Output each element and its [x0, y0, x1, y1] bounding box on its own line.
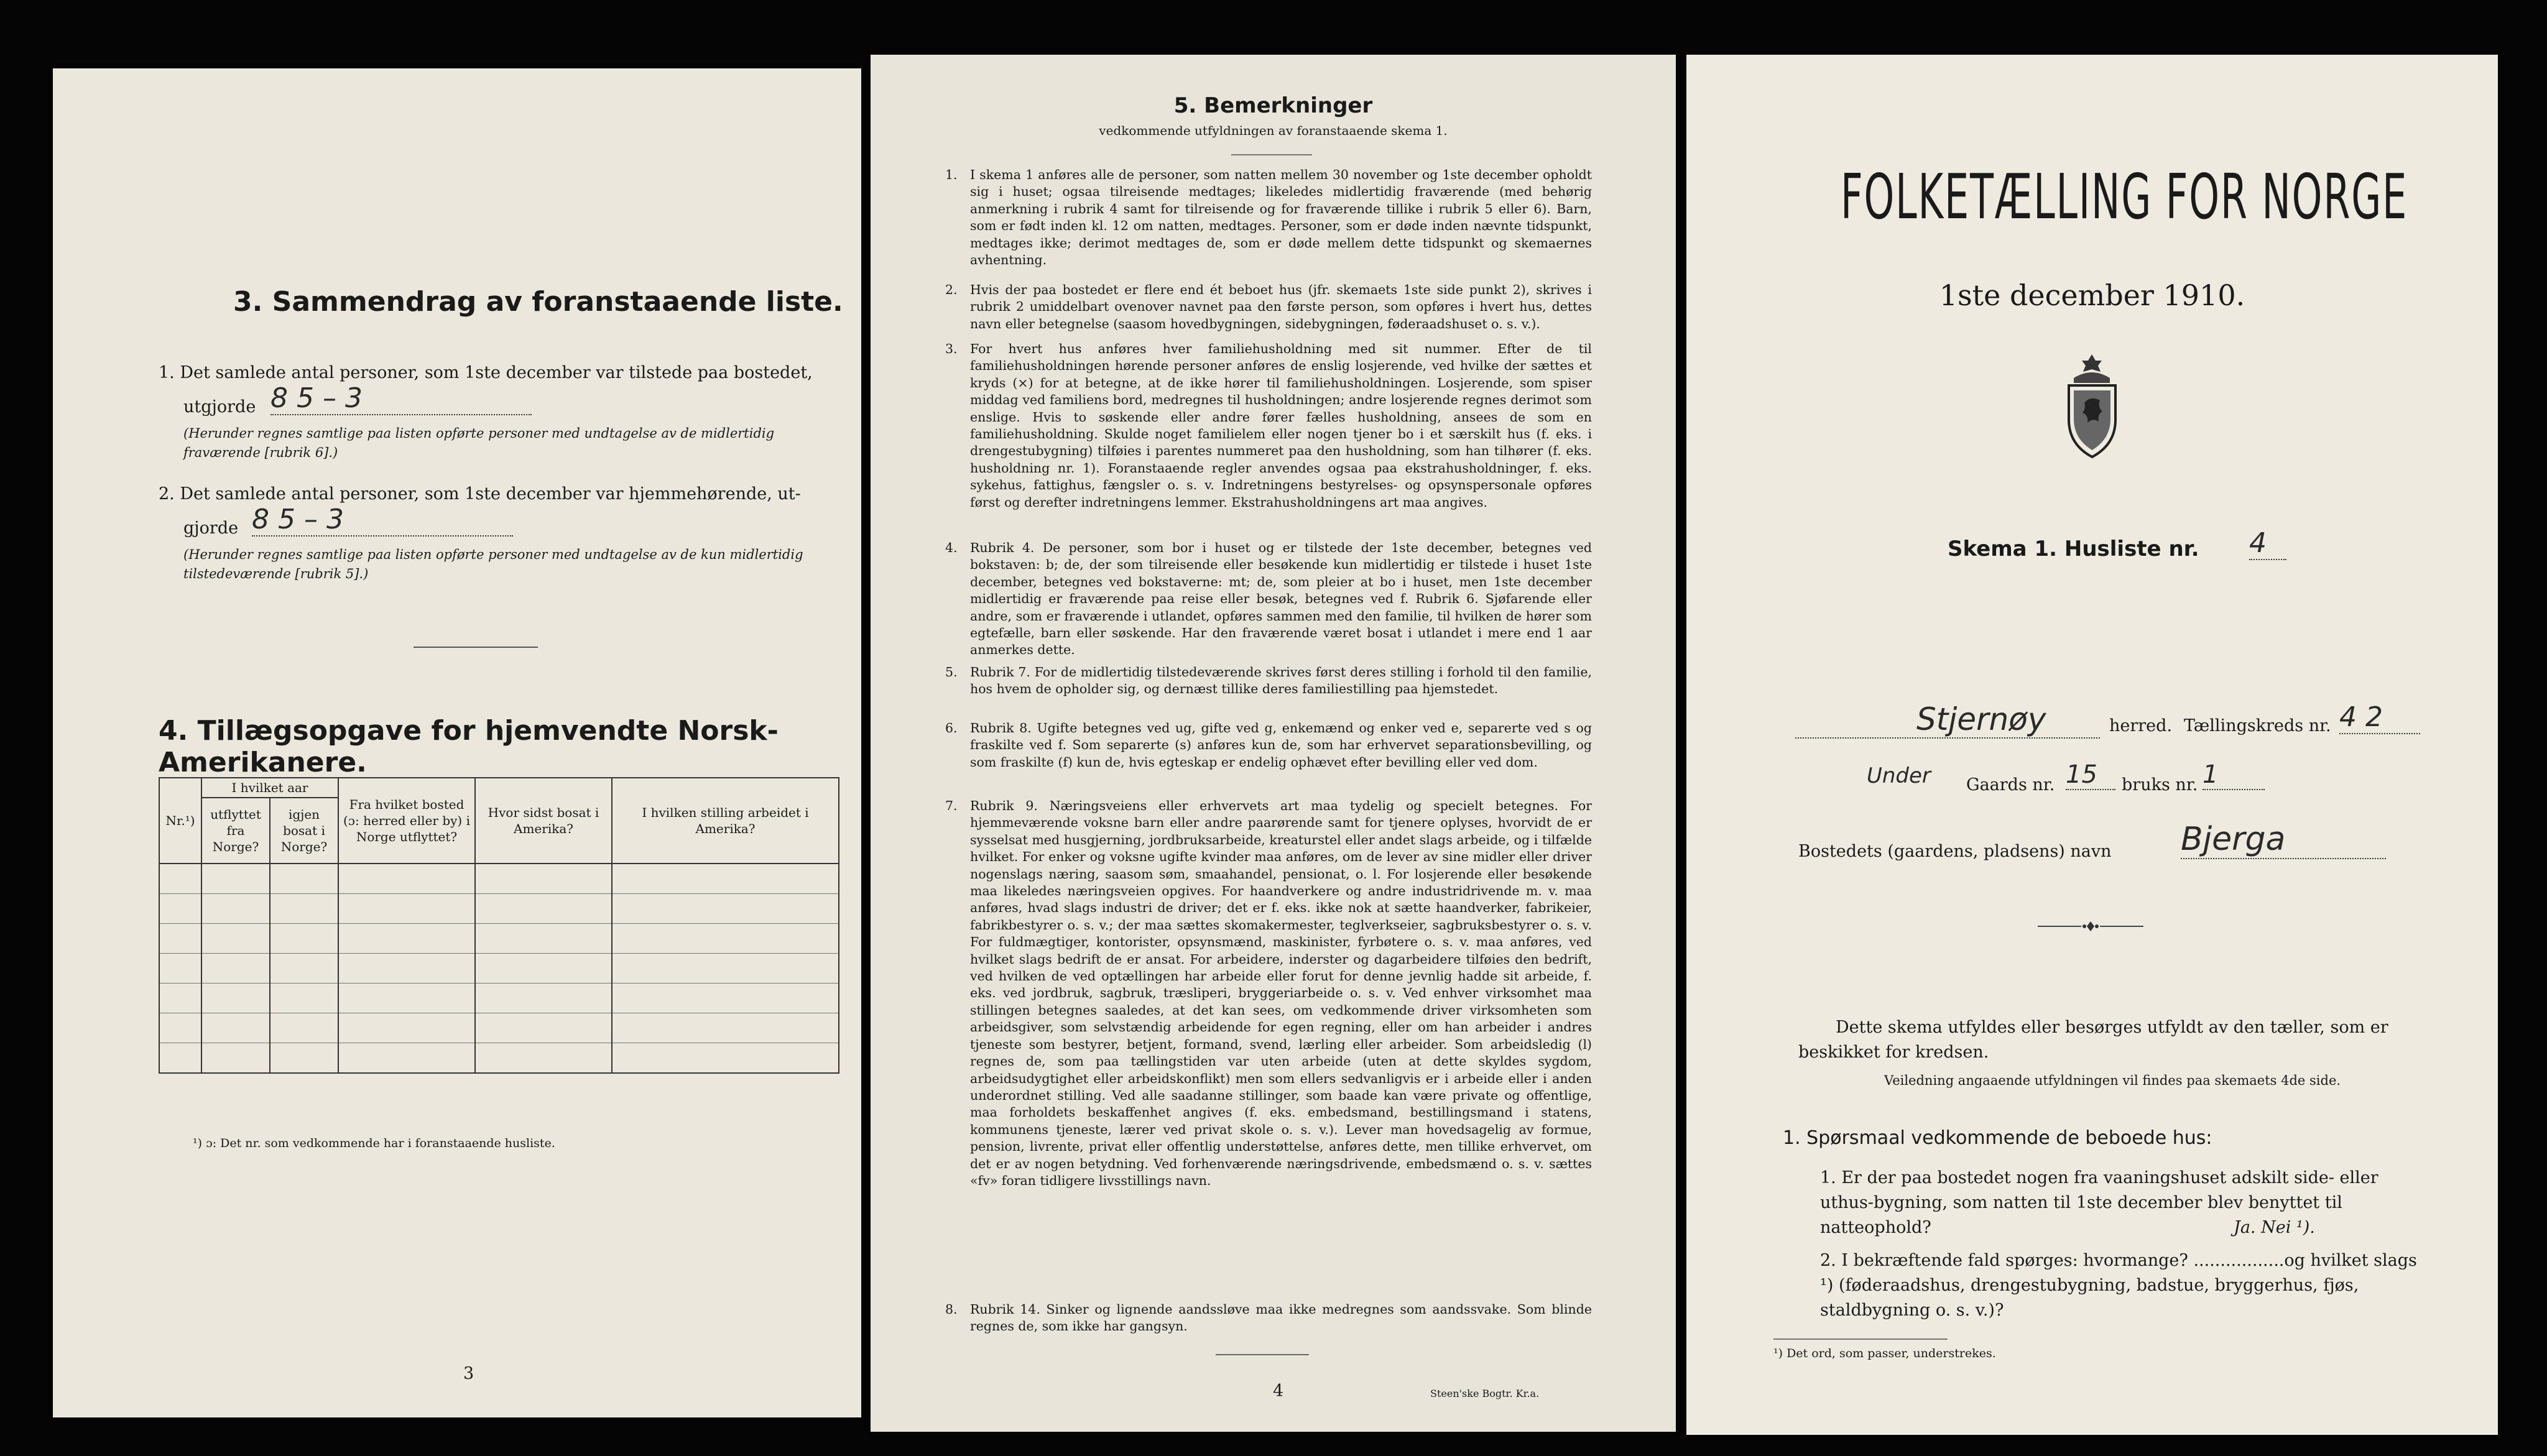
remark-1: 1. I skema 1 anføres alle de personer, som natten mellem 30 november og 1ste december opholdt sig i huset; ogsaa tilreisende medtages; likeledes midlertidig fraværende (med behørig anmerkning i rubrik 4 samt for tilreisende og for fraværende tillike i rubrik 5 eller 6). Barn, som er født inden kl. 12 om natten, medtages. Personer, som er døde inden nævnte tidspunkt, medtages ikke; derimot medtages de, som er døde mellem dette tidspunkt og skemaernes avhentning.: [945, 167, 1592, 268]
remark-8: 8. Rubrik 14. Sinker og lignende aandssløve maa ikke medregnes som aandssvake. Som blinde regnes de, som ikke har gangsyn.: [945, 1302, 1592, 1334]
remark-5: 5. Rubrik 7. For de midlertidig tilstedeværende skrives først deres stilling i forhold til den familie, hos hvem de opholder sig, og dernæst tillike deres familiestilling paa hjemstedet.: [945, 665, 1592, 697]
bosted-value[interactable]: Bjerga: [2181, 821, 2386, 859]
footnote-rule: [1773, 1339, 1948, 1340]
middle-page: [871, 55, 1676, 1432]
questions-heading: 1. Spørsmaal vedkommende de beboede hus:: [1783, 1127, 2212, 1149]
bruks-label: bruks nr.: [2122, 775, 2198, 795]
bottom-divider: [1216, 1354, 1309, 1355]
item1-value[interactable]: 8 5 – 3: [270, 382, 532, 415]
item2-note: (Herunder regnes samtlige paa listen opførte personer med undtagelse av de kun midlertidig tilstedeværende [rubrik 5].): [183, 547, 803, 581]
form-title: FOLKETÆLLING FOR NORGE: [1840, 160, 2408, 233]
remarks-title: 5. Bemerkninger: [1173, 93, 1373, 118]
right-footnote: ¹) Det ord, som passer, understrekes.: [1773, 1347, 1996, 1360]
ornament-divider-icon: [2038, 919, 2143, 934]
left-page: [53, 68, 861, 1417]
remark-7: 7. Rubrik 9. Næringsveiens eller erhvervets art maa tydelig og specielt betegnes. For hjemmeværende voksne barn eller andre paarørende samt for tjenere oplyses, hvorvidt de er sysselsat med husgjerning, jordbruksarbeide, kreaturstel eller andet slags arbeide, og i tilfælde hvilket. For enker og voksne ugifte kvinder maa anføres, om de lever av sine midler eller driver nogenslags næring, saasom søm, smaahandel, pensionat, o. l. For losjerende eller besøkende maa likeledes næringsveien opgives. For haandverkere og andre industridrivende m. v. maa anføres, hvad slags industri de driver; det er f. eks. ikke nok at sætte haandverker, fabrikeier, fabrikbestyrer o. s. v.; der maa sættes skomakermester, teglverkseier, sagbruksbestyrer o. s. v. For fuldmægtiger, kontorister, opsynsmænd, maskinister, fyrbøtere o. s. v. maa anføres, ved hvilket slags bedrift de er ansat. For arbeidere, inderster og dagarbeidere tilføies den bedrift, ved hvilken de ved optællingen har arbeide eller forut for denne jevnlig hadde sit arbeide, f. eks. ved jordbruk, sagbruk, træsliperi, bryggeriarbeide o. s. v. Ved enhver virksomhet maa stillingen betegnes saaledes, at det kan sees, om vedkommende driver virksomheten som arbeidsgiver, som selvstændig arbeidende for egen regning, eller om han arbeider i andres tjeneste som bestyrer, betjent, formand, svend, lærling eller arbeider. Som arbeidsledig (l) regnes de, som paa tællingstiden var uten arbeide (uten at dette skyldes sygdom, arbeidsudygtighet eller arbeidskonflikt) men som ellers sedvanligvis er i arbeide eller i anden underordnet stilling. Ved alle saadanne stillinger, som baade kan være private og offentlige, maa forholdets beskaffenhet angives (f. eks. embedsmand, bestillingsmand i statens, kommunens tjeneste, lærer ved privat skole o. s. v.). Lever man hovedsagelig av formue, pension, livrente, privat eller offentlig understøttelse, anføres dette, men tillike erhvervet, om det er av nogen betydning. Ved forhenværende næringsdrivende, embedsmænd o. s. v. sættes «fv» foran tidligere livsstillings navn.: [945, 798, 1592, 1188]
remark-3: 3. For hvert hus anføres hver familiehusholdning med sit nummer. Efter de til familiehusholdningen hørende personer anføres de enslig losjerende, ved hvilke der sættes et kryds (×) for at betegne, at de ikke hører til familiehusholdningen. Losjerende, som spiser middag ved familiens bord, medregnes til husholdningen; andre losjerende regnes derimot som enslige. Hvis to søskende eller andre fører fælles husholdning, ansees de som en familiehusholdning. Skulde noget familielem eller nogen tjener bo i et særskilt hus (f. eks. i drengestubygning) tilføies i parentes nummeret paa den husholdning, som han tilhører (f. eks. husholdning nr. 1). Foranstaaende regler anvendes ogsaa paa ekstrahusholdninger, f. eks. sykehus, fattighus, fængsler o. s. v. Indretningens bestyrelses- og opsynspersonale opføres først og derefter indretningens lemmer. Ekstrahusholdningens art maa angives.: [945, 341, 1592, 510]
bosted-label: Bostedets (gaardens, pladsens) navn: [1798, 842, 2112, 861]
col-returned: igjen bosat i Norge?: [270, 798, 338, 864]
section4-title: 4. Tillægsopgave for hjemvendte Norsk-Amerikanere.: [159, 715, 779, 778]
remarks-subtitle: vedkommende utfyldningen av foranstaaende skema 1.: [1099, 123, 1448, 138]
table-row[interactable]: [159, 954, 839, 984]
left-page-number: 3: [463, 1364, 474, 1383]
col-year-group: I hvilket aar: [201, 778, 338, 798]
husliste-nr-value[interactable]: 4: [2249, 527, 2286, 560]
remark-2: 2. Hvis der paa bostedet er flere end ét beboet hus (jfr. skemaets 1ste side punkt 2), skrives i rubrik 2 umiddelbart ovenover navnet paa den første person, som opføres i hvert hus, dettes navn eller betegnelse (saasom hovedbygningen, sidebygningen, føderaadshuset o. s. v.).: [945, 282, 1592, 331]
item2-text: 2. Det samlede antal personer, som 1ste december var hjemmehørende, ut-: [159, 484, 801, 504]
gaards-label: Gaards nr.: [1966, 775, 2055, 795]
item2-value[interactable]: 8 5 – 3: [252, 504, 513, 537]
table-row[interactable]: [159, 1013, 839, 1043]
question-1: 1. Er der paa bostedet nogen fra vaaningshuset adskilt side- eller uthus-bygning, som natten til 1ste december blev benyttet til natteophold?: [1820, 1168, 2378, 1237]
item1-prefix: utgjorde: [183, 397, 256, 417]
schema-label: Skema 1. Husliste nr.: [1948, 537, 2199, 561]
instruction-text: Dette skema utfyldes eller besørges utfyldt av den tæller, som er beskikket for kredsen.: [1798, 1018, 2388, 1062]
col-position: I hvilken stilling arbeidet i Amerika?: [612, 778, 839, 864]
col-where-last: Hvor sidst bosat i Amerika?: [475, 778, 612, 864]
gaards-value[interactable]: 15: [2066, 760, 2115, 790]
middle-page-number: 4: [1273, 1381, 1284, 1401]
herred-field[interactable]: [1795, 701, 2100, 739]
herred-label: herred.: [2109, 716, 2173, 735]
col-nr: Nr.¹): [159, 778, 201, 864]
table-row[interactable]: [159, 984, 839, 1013]
col-from-where: Fra hvilket bosted (ɔ: herred eller by) i Norge utflyttet?: [338, 778, 475, 864]
table-row[interactable]: [159, 894, 839, 924]
remark-4: 4. Rubrik 4. De personer, som bor i huset og er tilstede der 1ste december, betegnes ved bokstaven: b; de, der som tilreisende eller besøkende kun midlertidig er tilstede i huset 1ste december, betegnes ved bokstaverne: mt; de, som pleier at bo i huset, men 1ste december midlertidig er fraværende paa reise eller besøk, betegnes ved f. Rubrik 6. Sjøfarende eller andre, som er fraværende i utlandet, opføres sammen med den familie, til hvilken de hører som egtefælle, barn eller søskende. Har den fraværende været bosat i utlandet i mere end 1 aar anmerkes dette.: [945, 540, 1592, 658]
printer-mark: Steen'ske Bogtr. Kr.a.: [1430, 1388, 1540, 1399]
remark-6: 6. Rubrik 8. Ugifte betegnes ved ug, gifte ved g, enkemænd og enker ved e, separerte ved s og fraskilte ved f. Som separerte (s) anføres kun de, som har erhvervet separationsbevilling, og som fraskilte (f) kun de, hvis egteskap er endelig ophævet efter bevilling eller ved dom.: [945, 721, 1592, 770]
guidance-text: Veiledning angaaende utfyldningen vil findes paa skemaets 4de side.: [1884, 1073, 2341, 1088]
gaards-prefix: Under: [1867, 763, 1931, 788]
table-row[interactable]: [159, 1043, 839, 1074]
item1-text: 1. Det samlede antal personer, som 1ste december var tilstede paa bostedet,: [159, 363, 813, 382]
norsk-amerikanere-table: [159, 777, 839, 1074]
item1-note: (Herunder regnes samtlige paa listen opførte personer med undtagelse av de midlertidig fraværende [rubrik 6].): [183, 426, 775, 460]
herred-value: Stjernøy: [1916, 701, 2046, 737]
table-row[interactable]: [159, 924, 839, 954]
form-title-wrap: [1686, 160, 2498, 233]
divider: [414, 647, 538, 648]
form-date: 1ste december 1910.: [1939, 279, 2245, 312]
left-footnote: ¹) ɔ: Det nr. som vedkommende har i foranstaaende husliste.: [193, 1136, 555, 1150]
question-1-answer[interactable]: Ja. Nei ¹).: [2234, 1218, 2315, 1237]
item2-prefix: gjorde: [183, 518, 239, 538]
question-2: 2. I bekræftende fald spørges: hvormange? .................og hvilket slags ¹) (føderaadshus, drengestubygning, badstue, bryggerhus, fjøs, staldbygning o. s. v.)?: [1820, 1251, 2417, 1320]
norwegian-coat-of-arms-icon: [2056, 353, 2128, 459]
col-emigrated: utflyttet fra Norge?: [201, 798, 270, 864]
section3-title: 3. Sammendrag av foranstaaende liste.: [233, 286, 843, 318]
kreds-value[interactable]: 4 2: [2339, 701, 2420, 734]
title-divider: [1231, 154, 1312, 155]
table-row[interactable]: [159, 864, 839, 894]
kreds-label: Tællingskreds nr.: [2184, 716, 2331, 735]
right-page: [1686, 55, 2498, 1435]
bruks-value[interactable]: 1: [2203, 760, 2265, 790]
